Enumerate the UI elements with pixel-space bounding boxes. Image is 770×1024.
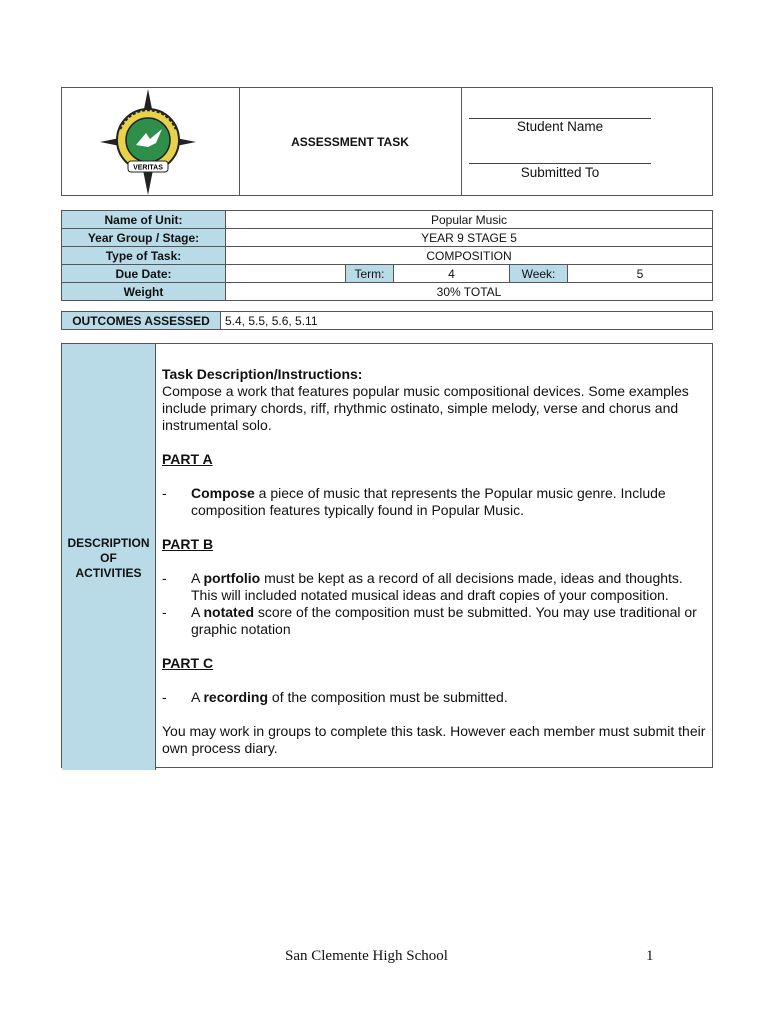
page-number: 1 — [646, 948, 654, 964]
bullet-dash: - — [162, 570, 167, 586]
unit-info-table — [61, 210, 713, 301]
assessment-title-cell — [239, 88, 462, 195]
list-item — [162, 570, 707, 604]
name-of-unit-label: Name of Unit: — [62, 211, 226, 229]
submitted-to-line[interactable] — [469, 163, 651, 164]
year-group-label: Year Group / Stage: — [62, 229, 226, 247]
submitted-to-label: Submitted To — [520, 165, 600, 180]
description-side-label — [62, 344, 156, 770]
side-label-line-2: OF — [100, 551, 117, 565]
bold-term: notated — [203, 604, 255, 620]
table-row — [62, 312, 713, 330]
assessment-title: ASSESSMENT TASK — [291, 134, 409, 149]
bullet-text: must be kept as a record of all decisions made, ideas and thoughts. This will included notated musical ideas and draft copies of your composition. — [191, 570, 683, 603]
bullet-dash: - — [162, 604, 167, 620]
footer-school-name: San Clemente High School — [285, 948, 448, 964]
type-of-task-label: Type of Task: — [62, 247, 226, 265]
bullet-text: score of the composition must be submitted. You may use traditional or graphic notation — [191, 604, 697, 637]
student-cell — [461, 88, 712, 195]
logo-motto: VERITAS — [133, 164, 163, 172]
description-content — [162, 366, 707, 757]
week-value: 5 — [568, 265, 713, 283]
task-heading: Task Description/Instructions: — [162, 366, 363, 382]
part-c-title: PART C — [162, 655, 214, 671]
outcomes-table — [61, 311, 713, 330]
weight-label: Weight — [62, 283, 226, 301]
term-value: 4 — [394, 265, 510, 283]
student-name-label: Student Name — [516, 119, 604, 134]
bold-term: portfolio — [203, 570, 261, 586]
bullet-dash: - — [162, 689, 167, 705]
bullet-prefix: A — [191, 570, 204, 586]
bold-term: Compose — [191, 485, 255, 501]
school-crest-icon — [100, 89, 196, 195]
due-date-label: Due Date: — [62, 265, 226, 283]
description-block — [61, 343, 713, 768]
list-item — [162, 485, 707, 519]
table-row — [62, 283, 713, 301]
part-b-title: PART B — [162, 536, 214, 552]
side-label-line-3: ACTIVITIES — [75, 566, 142, 580]
due-date-value — [226, 265, 346, 283]
year-group-value: YEAR 9 STAGE 5 — [226, 229, 713, 247]
logo-cell — [62, 88, 240, 195]
task-intro: Compose a work that features popular music compositional devices. Some examples include primary chords, riff, rhythmic ostinato, simple melody, verse and chorus and instrumental solo. — [162, 383, 689, 433]
outcomes-value: 5.4, 5.5, 5.6, 5.11 — [221, 312, 713, 330]
bullet-prefix: A — [191, 689, 204, 705]
table-row — [62, 247, 713, 265]
table-row — [62, 229, 713, 247]
header-box — [61, 87, 713, 196]
side-label-line-1: DESCRIPTION — [67, 536, 150, 550]
bullet-text: of the composition must be submitted. — [268, 689, 508, 705]
bold-term: recording — [203, 689, 269, 705]
weight-value: 30% TOTAL — [226, 283, 713, 301]
name-of-unit-value: Popular Music — [226, 211, 713, 229]
table-row — [62, 211, 713, 229]
week-label: Week: — [510, 265, 568, 283]
list-item — [162, 689, 707, 706]
closing-note: You may work in groups to complete this task. However each member must submit their own process diary. — [162, 723, 706, 756]
outcomes-label: OUTCOMES ASSESSED — [62, 312, 221, 330]
term-label: Term: — [346, 265, 394, 283]
bullet-prefix: A — [191, 604, 204, 620]
type-of-task-value: COMPOSITION — [226, 247, 713, 265]
table-row — [62, 265, 713, 283]
bullet-dash: - — [162, 485, 167, 501]
list-item — [162, 604, 707, 638]
part-a-title: PART A — [162, 451, 213, 467]
bullet-text: a piece of music that represents the Popular music genre. Include composition features typically found in Popular Music. — [191, 485, 666, 518]
